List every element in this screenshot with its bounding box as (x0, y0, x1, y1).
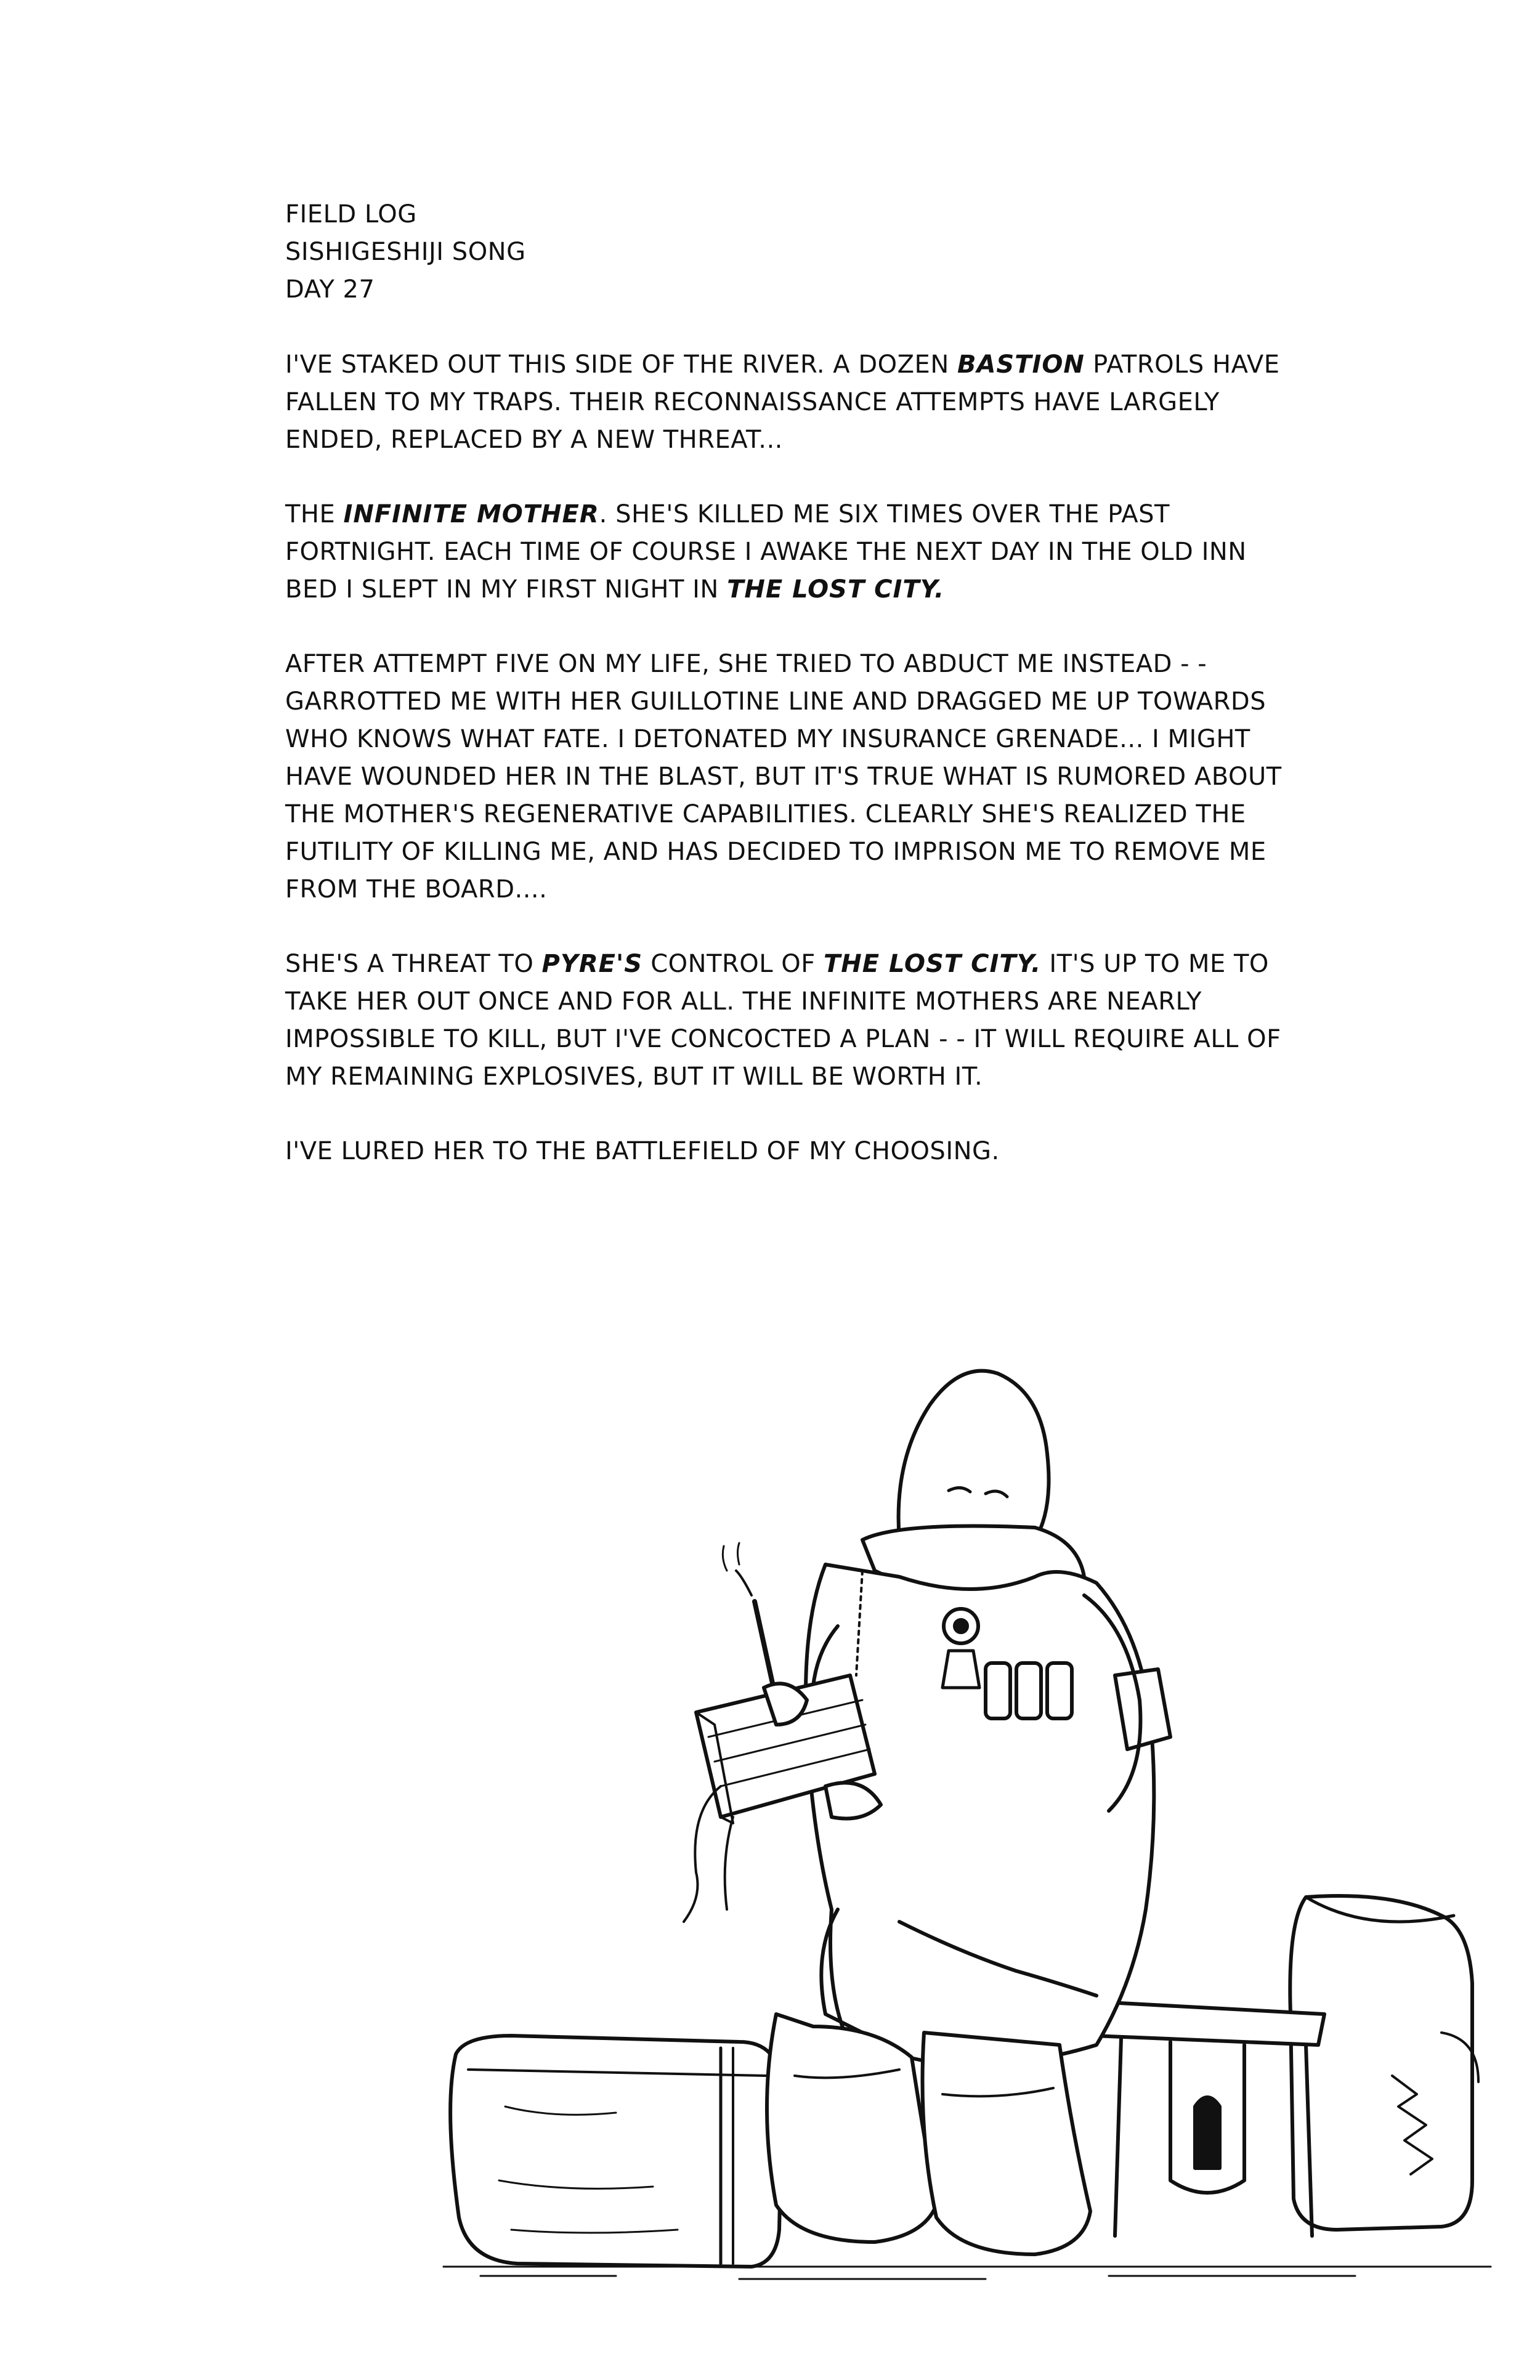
bastion-emphasis: BASTION (957, 350, 1085, 379)
duffel-bag (450, 2036, 782, 2267)
paragraph-5 (285, 1133, 1295, 1170)
paragraph-2-text-a: THE (285, 500, 344, 528)
paragraph-4-text-b: CONTROL OF (642, 950, 824, 978)
lost-city-emphasis: THE LOST CITY. (727, 575, 945, 604)
paragraph-1 (285, 346, 1295, 459)
log-title: FIELD LOG (285, 200, 417, 229)
ground-hatching (444, 2267, 1491, 2279)
pyres-emphasis: PYRE'S (541, 950, 643, 978)
stool (1093, 2002, 1324, 2236)
paragraph-2 (285, 496, 1295, 609)
paragraph-4-text-a: SHE'S A THREAT TO (285, 950, 542, 978)
infinite-mother-emphasis: INFINITE MOTHER (343, 500, 599, 528)
paragraph-4-text-c: IT'S UP TO ME TO TAKE HER OUT ONCE AND FOR ALL. THE INFINITE MOTHERS ARE NEARLY IMPOSSIBLE TO KILL, BUT I'VE CONCOCTED A PLAN - - IT WILL REQUIRE ALL OF MY REMAINING EXPLOSIVES, BUT IT WILL BE WORTH IT. (285, 950, 1281, 1091)
log-header (285, 196, 1295, 309)
backpack (1290, 1896, 1478, 2230)
lost-city-emphasis-2: THE LOST CITY. (823, 950, 1042, 978)
paragraph-4 (285, 945, 1295, 1096)
field-log-text (285, 196, 1295, 1207)
hooded-figure-writing-in-journal-icon (431, 1306, 1503, 2304)
log-author: SISHIGESHIJI SONG (285, 238, 526, 266)
paragraph-1-text-a: I'VE STAKED OUT THIS SIDE OF THE RIVER. A DOZEN (285, 350, 957, 379)
paragraph-5-text: I'VE LURED HER TO THE BATTLEFIELD OF MY CHOOSING. (285, 1137, 1000, 1165)
paragraph-1-text-b: PATROLS HAVE FALLEN TO MY TRAPS. THEIR RECONNAISSANCE ATTEMPTS HAVE LARGELY ENDED, REPLACED BY A NEW THREAT... (285, 350, 1280, 454)
paragraph-2-text-b: . SHE'S KILLED ME SIX TIMES OVER THE PAST FORTNIGHT. EACH TIME OF COURSE I AWAKE THE NEXT DAY IN THE OLD INN BED I SLEPT IN MY FIRST NIGHT IN (285, 500, 1247, 604)
paragraph-3 (285, 646, 1295, 909)
paragraph-3-text: AFTER ATTEMPT FIVE ON MY LIFE, SHE TRIED TO ABDUCT ME INSTEAD - - GARROTTED ME WITH HER GUILLOTINE LINE AND DRAGGED ME UP TOWARDS WHO KNOWS WHAT FATE. I DETONATED MY INSURANCE GRENADE... I MIGHT HAVE WOUNDED HER IN THE BLAST, BUT IT'S TRUE WHAT IS RUMORED ABOUT THE MOTHER'S REGENERATIVE CAPABILITIES. CLEARLY SHE'S REALIZED THE FUTILITY OF KILLING ME, AND HAS DECIDED TO IMPRISON ME TO REMOVE ME FROM THE BOARD.... (285, 650, 1282, 904)
log-day: DAY 27 (285, 275, 375, 304)
